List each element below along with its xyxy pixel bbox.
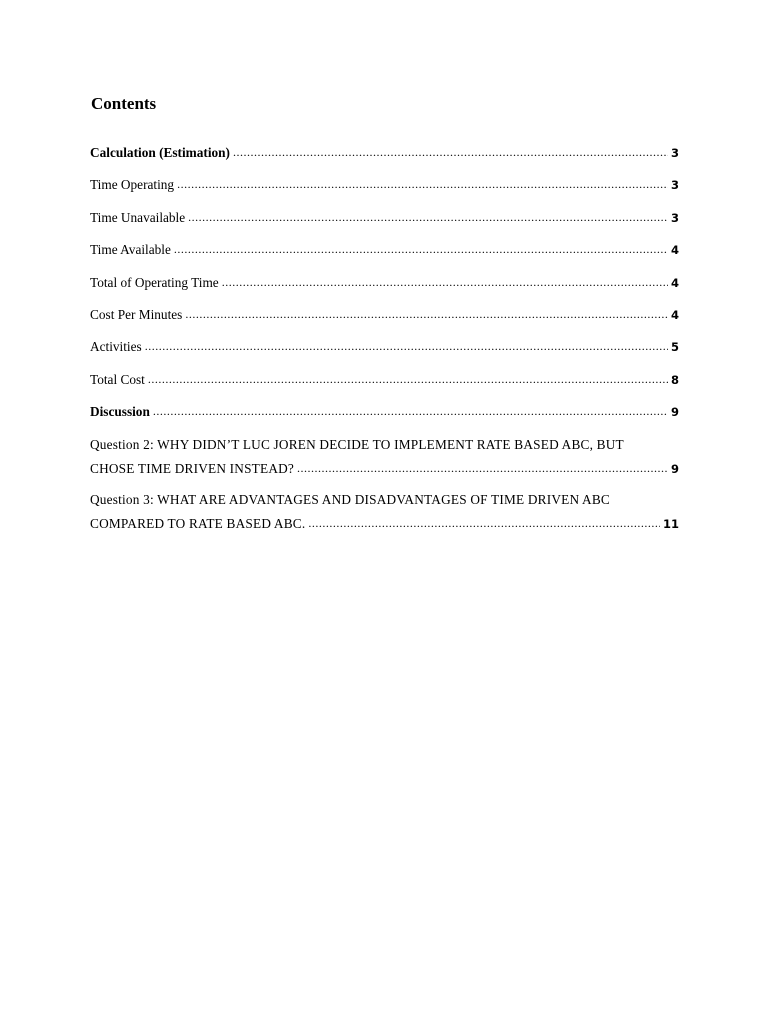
toc-leader-dots [188, 208, 668, 226]
toc-entry-time-operating[interactable] [90, 176, 679, 194]
toc-leader-dots [174, 240, 668, 258]
toc-entry-page: 5 [670, 340, 679, 355]
toc-entry-page: 11 [662, 516, 679, 531]
toc-entry-cost-per-minutes[interactable] [90, 306, 679, 324]
toc-entry-page: 9 [670, 405, 679, 420]
toc-entry-page: 8 [670, 372, 679, 387]
toc-entry-page: 3 [670, 210, 679, 225]
toc-leader-dots [153, 402, 668, 420]
toc-leader-dots [177, 175, 668, 193]
toc-entry-question-2[interactable] [90, 436, 679, 478]
toc-heading: Contents [91, 94, 157, 113]
toc-entry-title: Time Unavailable [90, 209, 186, 225]
toc-entry-title: Total of Operating Time [90, 274, 219, 290]
toc-entry-total-cost[interactable] [90, 371, 679, 389]
toc-entry-calculation[interactable] [90, 144, 679, 162]
toc-entry-question-3[interactable] [90, 491, 679, 533]
toc-list [90, 144, 679, 546]
toc-entry-title: Calculation (Estimation) [90, 145, 230, 160]
toc-entry-discussion[interactable] [90, 403, 679, 421]
toc-entry-title-line2: COMPARED TO RATE BASED ABC. [90, 515, 306, 531]
toc-entry-total-operating-time[interactable] [90, 274, 679, 292]
toc-entry-title: Discussion [90, 404, 150, 420]
toc-entry-page: 3 [670, 178, 679, 193]
toc-entry-page: 3 [670, 146, 679, 160]
toc-leader-dots [185, 305, 668, 323]
toc-entry-time-unavailable[interactable] [90, 209, 679, 227]
toc-leader-dots [148, 370, 668, 388]
toc-entry-title-line2: CHOSE TIME DRIVEN INSTEAD? [90, 460, 295, 476]
toc-entry-title-line1: Question 3: WHAT ARE ADVANTAGES AND DISADVANTAGES OF TIME DRIVEN ABC [90, 491, 610, 507]
toc-entry-time-available[interactable] [90, 241, 679, 259]
toc-entry-activities[interactable] [90, 338, 679, 356]
toc-leader-dots [222, 273, 668, 291]
toc-leader-dots [308, 514, 660, 532]
toc-entry-page: 9 [670, 461, 679, 476]
toc-entry-title: Total Cost [90, 371, 145, 387]
toc-entry-page: 4 [670, 275, 679, 290]
toc-entry-title: Cost Per Minutes [90, 306, 183, 322]
toc-entry-title: Time Available [90, 242, 171, 258]
toc-entry-page: 4 [670, 243, 679, 258]
toc-leader-dots [297, 459, 668, 477]
toc-entry-title-line1: Question 2: WHY DIDN’T LUC JOREN DECIDE TO IMPLEMENT RATE BASED ABC, BUT [90, 436, 624, 452]
toc-entry-title: Time Operating [90, 177, 175, 193]
toc-leader-dots [233, 143, 668, 161]
toc-leader-dots [145, 337, 668, 355]
toc-entry-title: Activities [90, 339, 142, 355]
toc-entry-page: 4 [670, 307, 679, 322]
